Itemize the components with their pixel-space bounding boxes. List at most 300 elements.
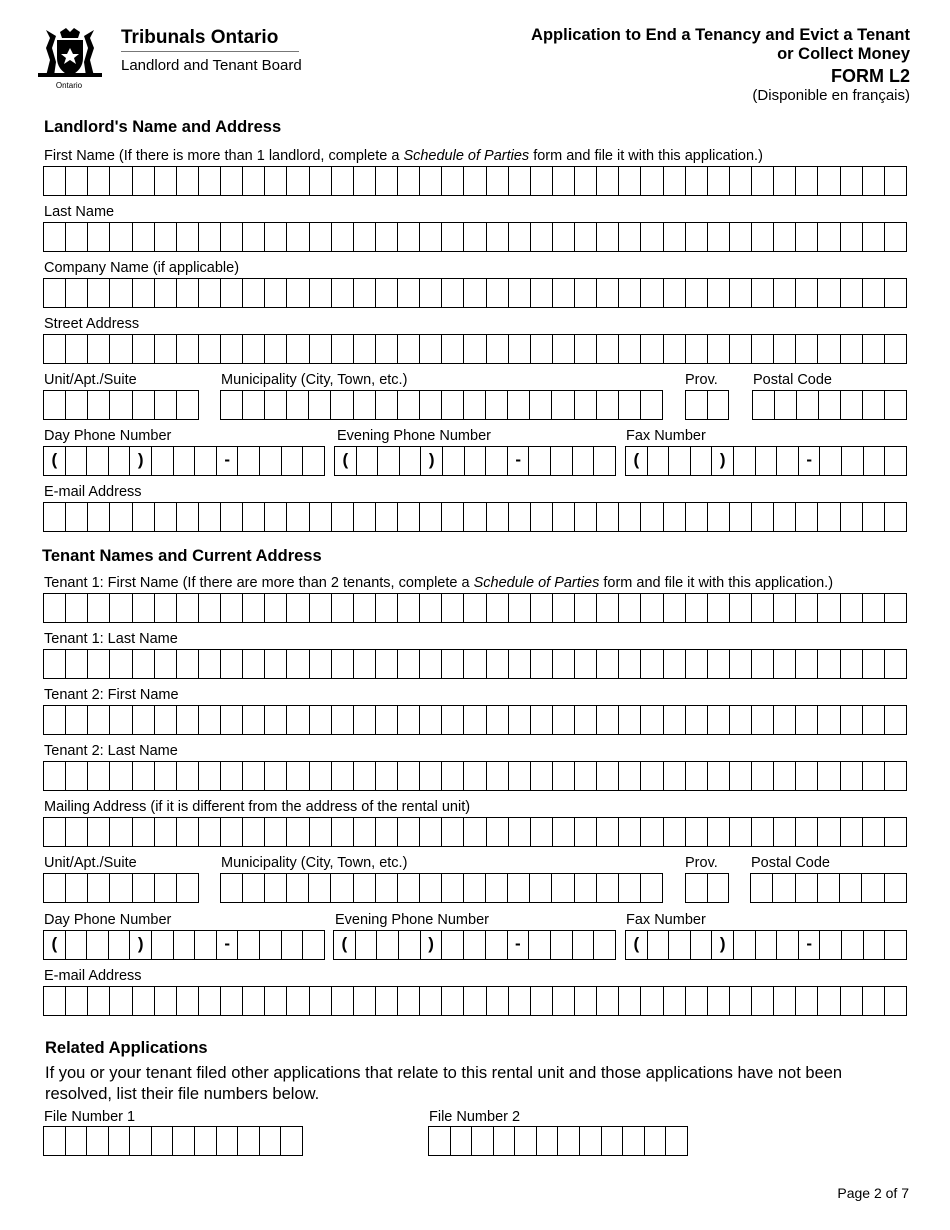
char-box[interactable] <box>730 503 752 531</box>
char-box[interactable] <box>531 223 553 251</box>
char-box[interactable] <box>708 874 729 902</box>
char-box[interactable] <box>818 503 840 531</box>
char-box[interactable] <box>354 223 376 251</box>
char-box[interactable] <box>265 167 287 195</box>
char-box[interactable] <box>597 650 619 678</box>
char-box[interactable] <box>287 223 309 251</box>
char-box[interactable] <box>691 447 713 475</box>
char-box[interactable] <box>110 987 132 1015</box>
char-box[interactable] <box>730 279 752 307</box>
char-box[interactable] <box>265 762 287 790</box>
char-box[interactable] <box>818 762 840 790</box>
char-box[interactable] <box>885 335 906 363</box>
char-box[interactable] <box>818 335 840 363</box>
char-box[interactable] <box>354 391 376 419</box>
tenant1-last-name-boxes[interactable] <box>43 649 907 679</box>
char-box[interactable] <box>597 762 619 790</box>
char-box[interactable] <box>797 391 819 419</box>
char-box[interactable] <box>575 223 597 251</box>
char-box[interactable] <box>553 503 575 531</box>
char-box[interactable] <box>708 503 730 531</box>
char-box[interactable] <box>420 818 442 846</box>
char-box[interactable] <box>619 762 641 790</box>
landlord-fax-boxes[interactable] <box>625 446 907 476</box>
char-box[interactable] <box>199 762 221 790</box>
char-box[interactable] <box>332 762 354 790</box>
char-box[interactable] <box>88 503 110 531</box>
char-box[interactable] <box>354 167 376 195</box>
char-box[interactable] <box>66 594 88 622</box>
char-box[interactable] <box>594 931 615 959</box>
char-box[interactable] <box>641 874 662 902</box>
char-box[interactable] <box>509 223 531 251</box>
char-box[interactable] <box>44 594 66 622</box>
landlord-email-boxes[interactable] <box>43 502 907 532</box>
char-box[interactable] <box>553 706 575 734</box>
char-box[interactable] <box>752 818 774 846</box>
char-box[interactable] <box>885 818 906 846</box>
char-box[interactable] <box>376 594 398 622</box>
char-box[interactable] <box>443 447 465 475</box>
char-box[interactable] <box>841 335 863 363</box>
char-box[interactable] <box>841 987 863 1015</box>
char-box[interactable] <box>648 447 670 475</box>
char-box[interactable] <box>378 447 400 475</box>
char-box[interactable] <box>133 503 155 531</box>
char-box[interactable] <box>841 818 863 846</box>
char-box[interactable] <box>619 167 641 195</box>
char-box[interactable] <box>243 818 265 846</box>
phone-glyph-box[interactable]: - <box>217 447 239 475</box>
char-box[interactable] <box>464 335 486 363</box>
char-box[interactable] <box>818 167 840 195</box>
char-box[interactable] <box>442 167 464 195</box>
char-box[interactable] <box>686 706 708 734</box>
char-box[interactable] <box>420 706 442 734</box>
char-box[interactable] <box>863 706 885 734</box>
char-box[interactable] <box>243 987 265 1015</box>
char-box[interactable] <box>87 931 109 959</box>
char-box[interactable] <box>774 706 796 734</box>
char-box[interactable] <box>221 279 243 307</box>
char-box[interactable] <box>509 335 531 363</box>
char-box[interactable] <box>752 279 774 307</box>
char-box[interactable] <box>399 931 421 959</box>
char-box[interactable] <box>664 987 686 1015</box>
char-box[interactable] <box>221 335 243 363</box>
char-box[interactable] <box>796 762 818 790</box>
char-box[interactable] <box>133 279 155 307</box>
char-box[interactable] <box>243 503 265 531</box>
char-box[interactable] <box>398 335 420 363</box>
char-box[interactable] <box>238 447 260 475</box>
char-box[interactable] <box>310 503 332 531</box>
char-box[interactable] <box>575 335 597 363</box>
char-box[interactable] <box>44 391 66 419</box>
char-box[interactable] <box>641 503 663 531</box>
char-box[interactable] <box>515 1127 537 1155</box>
phone-glyph-box[interactable]: ( <box>334 931 356 959</box>
char-box[interactable] <box>332 818 354 846</box>
char-box[interactable] <box>133 818 155 846</box>
char-box[interactable] <box>619 818 641 846</box>
char-box[interactable] <box>287 818 309 846</box>
char-box[interactable] <box>575 706 597 734</box>
char-box[interactable] <box>420 279 442 307</box>
tenant-day-phone-boxes[interactable] <box>43 930 325 960</box>
char-box[interactable] <box>487 167 509 195</box>
char-box[interactable] <box>509 503 531 531</box>
char-box[interactable] <box>88 167 110 195</box>
char-box[interactable] <box>155 762 177 790</box>
char-box[interactable] <box>730 223 752 251</box>
landlord-first-name-boxes[interactable] <box>43 166 907 196</box>
char-box[interactable] <box>354 762 376 790</box>
char-box[interactable] <box>110 223 132 251</box>
char-box[interactable] <box>287 762 309 790</box>
char-box[interactable] <box>841 706 863 734</box>
char-box[interactable] <box>442 391 464 419</box>
char-box[interactable] <box>664 335 686 363</box>
char-box[interactable] <box>774 594 796 622</box>
phone-glyph-box[interactable]: - <box>508 931 530 959</box>
char-box[interactable] <box>88 650 110 678</box>
char-box[interactable] <box>708 167 730 195</box>
char-box[interactable] <box>863 987 885 1015</box>
phone-glyph-box[interactable]: ( <box>44 931 66 959</box>
char-box[interactable] <box>464 391 486 419</box>
phone-glyph-box[interactable]: ) <box>421 931 443 959</box>
char-box[interactable] <box>177 279 199 307</box>
char-box[interactable] <box>841 650 863 678</box>
char-box[interactable] <box>442 335 464 363</box>
char-box[interactable] <box>885 503 906 531</box>
char-box[interactable] <box>597 391 619 419</box>
char-box[interactable] <box>152 447 174 475</box>
char-box[interactable] <box>354 818 376 846</box>
char-box[interactable] <box>265 594 287 622</box>
char-box[interactable] <box>177 987 199 1015</box>
char-box[interactable] <box>597 987 619 1015</box>
char-box[interactable] <box>420 762 442 790</box>
char-box[interactable] <box>509 167 531 195</box>
char-box[interactable] <box>666 1127 687 1155</box>
char-box[interactable] <box>332 335 354 363</box>
char-box[interactable] <box>464 987 486 1015</box>
char-box[interactable] <box>243 223 265 251</box>
char-box[interactable] <box>464 818 486 846</box>
char-box[interactable] <box>819 391 841 419</box>
char-box[interactable] <box>686 391 708 419</box>
char-box[interactable] <box>509 706 531 734</box>
char-box[interactable] <box>597 279 619 307</box>
char-box[interactable] <box>575 762 597 790</box>
char-box[interactable] <box>641 223 663 251</box>
char-box[interactable] <box>531 762 553 790</box>
char-box[interactable] <box>708 706 730 734</box>
char-box[interactable] <box>221 503 243 531</box>
char-box[interactable] <box>109 1127 131 1155</box>
char-box[interactable] <box>398 167 420 195</box>
phone-glyph-box[interactable]: - <box>217 931 239 959</box>
char-box[interactable] <box>796 223 818 251</box>
char-box[interactable] <box>44 335 66 363</box>
char-box[interactable] <box>376 167 398 195</box>
char-box[interactable] <box>645 1127 667 1155</box>
char-box[interactable] <box>133 391 155 419</box>
char-box[interactable] <box>217 1127 239 1155</box>
char-box[interactable] <box>863 335 885 363</box>
char-box[interactable] <box>44 223 66 251</box>
char-box[interactable] <box>863 391 885 419</box>
char-box[interactable] <box>708 279 730 307</box>
char-box[interactable] <box>177 223 199 251</box>
char-box[interactable] <box>597 335 619 363</box>
char-box[interactable] <box>774 987 796 1015</box>
landlord-last-name-boxes[interactable] <box>43 222 907 252</box>
char-box[interactable] <box>686 650 708 678</box>
char-box[interactable] <box>508 391 530 419</box>
char-box[interactable] <box>66 447 88 475</box>
char-box[interactable] <box>88 762 110 790</box>
char-box[interactable] <box>619 503 641 531</box>
char-box[interactable] <box>464 167 486 195</box>
phone-glyph-box[interactable]: ) <box>130 931 152 959</box>
landlord-day-phone-boxes[interactable] <box>43 446 325 476</box>
char-box[interactable] <box>332 706 354 734</box>
char-box[interactable] <box>243 706 265 734</box>
tenant-municipality-boxes[interactable] <box>220 873 663 903</box>
char-box[interactable] <box>66 279 88 307</box>
char-box[interactable] <box>110 874 132 902</box>
tenant-email-boxes[interactable] <box>43 986 907 1016</box>
char-box[interactable] <box>580 1127 602 1155</box>
char-box[interactable] <box>442 650 464 678</box>
char-box[interactable] <box>287 650 309 678</box>
char-box[interactable] <box>619 391 641 419</box>
char-box[interactable] <box>332 594 354 622</box>
char-box[interactable] <box>664 706 686 734</box>
char-box[interactable] <box>531 594 553 622</box>
char-box[interactable] <box>199 503 221 531</box>
char-box[interactable] <box>221 650 243 678</box>
char-box[interactable] <box>195 931 217 959</box>
char-box[interactable] <box>44 1127 66 1155</box>
char-box[interactable] <box>265 335 287 363</box>
char-box[interactable] <box>420 167 442 195</box>
char-box[interactable] <box>442 279 464 307</box>
char-box[interactable] <box>376 391 398 419</box>
char-box[interactable] <box>575 874 597 902</box>
char-box[interactable] <box>669 931 691 959</box>
char-box[interactable] <box>221 594 243 622</box>
char-box[interactable] <box>442 874 464 902</box>
char-box[interactable] <box>774 762 796 790</box>
char-box[interactable] <box>529 931 551 959</box>
tenant-mailing-address-boxes[interactable] <box>43 817 907 847</box>
char-box[interactable] <box>354 279 376 307</box>
char-box[interactable] <box>773 874 795 902</box>
char-box[interactable] <box>531 706 553 734</box>
char-box[interactable] <box>509 987 531 1015</box>
char-box[interactable] <box>155 987 177 1015</box>
phone-glyph-box[interactable]: ) <box>712 447 734 475</box>
char-box[interactable] <box>486 931 508 959</box>
char-box[interactable] <box>664 279 686 307</box>
char-box[interactable] <box>752 987 774 1015</box>
char-box[interactable] <box>734 447 756 475</box>
char-box[interactable] <box>575 279 597 307</box>
char-box[interactable] <box>623 1127 645 1155</box>
char-box[interactable] <box>885 391 906 419</box>
char-box[interactable] <box>575 503 597 531</box>
char-box[interactable] <box>841 279 863 307</box>
char-box[interactable] <box>398 762 420 790</box>
char-box[interactable] <box>66 503 88 531</box>
tenant-postal-boxes[interactable] <box>750 873 907 903</box>
char-box[interactable] <box>376 335 398 363</box>
char-box[interactable] <box>265 503 287 531</box>
char-box[interactable] <box>752 167 774 195</box>
char-box[interactable] <box>558 1127 580 1155</box>
char-box[interactable] <box>133 594 155 622</box>
char-box[interactable] <box>730 818 752 846</box>
char-box[interactable] <box>752 335 774 363</box>
char-box[interactable] <box>529 447 551 475</box>
tenant-unit-boxes[interactable] <box>43 873 199 903</box>
char-box[interactable] <box>597 818 619 846</box>
char-box[interactable] <box>44 874 66 902</box>
char-box[interactable] <box>221 167 243 195</box>
char-box[interactable] <box>110 167 132 195</box>
char-box[interactable] <box>573 447 595 475</box>
char-box[interactable] <box>734 931 756 959</box>
char-box[interactable] <box>487 762 509 790</box>
char-box[interactable] <box>110 503 132 531</box>
char-box[interactable] <box>221 223 243 251</box>
char-box[interactable] <box>44 279 66 307</box>
char-box[interactable] <box>664 167 686 195</box>
char-box[interactable] <box>66 931 88 959</box>
char-box[interactable] <box>282 447 304 475</box>
char-box[interactable] <box>796 594 818 622</box>
char-box[interactable] <box>133 874 155 902</box>
char-box[interactable] <box>310 762 332 790</box>
char-box[interactable] <box>442 931 464 959</box>
phone-glyph-box[interactable]: - <box>799 931 821 959</box>
char-box[interactable] <box>66 391 88 419</box>
char-box[interactable] <box>221 391 243 419</box>
char-box[interactable] <box>486 391 508 419</box>
char-box[interactable] <box>575 818 597 846</box>
char-box[interactable] <box>199 223 221 251</box>
char-box[interactable] <box>221 874 243 902</box>
char-box[interactable] <box>494 1127 516 1155</box>
char-box[interactable] <box>487 818 509 846</box>
char-box[interactable] <box>110 594 132 622</box>
char-box[interactable] <box>686 762 708 790</box>
char-box[interactable] <box>88 223 110 251</box>
char-box[interactable] <box>195 447 217 475</box>
char-box[interactable] <box>641 391 662 419</box>
char-box[interactable] <box>774 223 796 251</box>
char-box[interactable] <box>686 874 708 902</box>
char-box[interactable] <box>87 447 109 475</box>
char-box[interactable] <box>464 503 486 531</box>
char-box[interactable] <box>553 987 575 1015</box>
char-box[interactable] <box>818 874 840 902</box>
char-box[interactable] <box>686 279 708 307</box>
char-box[interactable] <box>376 987 398 1015</box>
char-box[interactable] <box>708 762 730 790</box>
char-box[interactable] <box>664 594 686 622</box>
char-box[interactable] <box>332 650 354 678</box>
char-box[interactable] <box>420 391 442 419</box>
tenant-evening-phone-boxes[interactable] <box>333 930 616 960</box>
char-box[interactable] <box>287 503 309 531</box>
char-box[interactable] <box>509 762 531 790</box>
char-box[interactable] <box>420 594 442 622</box>
char-box[interactable] <box>199 987 221 1015</box>
char-box[interactable] <box>199 650 221 678</box>
char-box[interactable] <box>708 987 730 1015</box>
char-box[interactable] <box>641 650 663 678</box>
char-box[interactable] <box>199 279 221 307</box>
char-box[interactable] <box>841 391 863 419</box>
char-box[interactable] <box>260 1127 282 1155</box>
char-box[interactable] <box>774 818 796 846</box>
char-box[interactable] <box>88 874 110 902</box>
char-box[interactable] <box>730 594 752 622</box>
char-box[interactable] <box>842 447 864 475</box>
char-box[interactable] <box>597 223 619 251</box>
char-box[interactable] <box>110 391 132 419</box>
char-box[interactable] <box>451 1127 473 1155</box>
char-box[interactable] <box>87 1127 109 1155</box>
char-box[interactable] <box>110 335 132 363</box>
char-box[interactable] <box>553 762 575 790</box>
char-box[interactable] <box>553 335 575 363</box>
char-box[interactable] <box>885 223 906 251</box>
char-box[interactable] <box>487 706 509 734</box>
char-box[interactable] <box>429 1127 451 1155</box>
char-box[interactable] <box>487 223 509 251</box>
char-box[interactable] <box>398 279 420 307</box>
char-box[interactable] <box>281 1127 302 1155</box>
char-box[interactable] <box>357 447 379 475</box>
char-box[interactable] <box>310 818 332 846</box>
char-box[interactable] <box>155 167 177 195</box>
char-box[interactable] <box>133 706 155 734</box>
char-box[interactable] <box>155 874 177 902</box>
char-box[interactable] <box>155 279 177 307</box>
char-box[interactable] <box>130 1127 152 1155</box>
char-box[interactable] <box>398 874 420 902</box>
char-box[interactable] <box>841 223 863 251</box>
char-box[interactable] <box>575 167 597 195</box>
char-box[interactable] <box>752 223 774 251</box>
char-box[interactable] <box>442 706 464 734</box>
char-box[interactable] <box>509 650 531 678</box>
char-box[interactable] <box>818 818 840 846</box>
char-box[interactable] <box>686 594 708 622</box>
char-box[interactable] <box>774 650 796 678</box>
tenant-prov-boxes[interactable] <box>685 873 729 903</box>
char-box[interactable] <box>619 650 641 678</box>
char-box[interactable] <box>597 874 619 902</box>
char-box[interactable] <box>155 650 177 678</box>
char-box[interactable] <box>44 762 66 790</box>
